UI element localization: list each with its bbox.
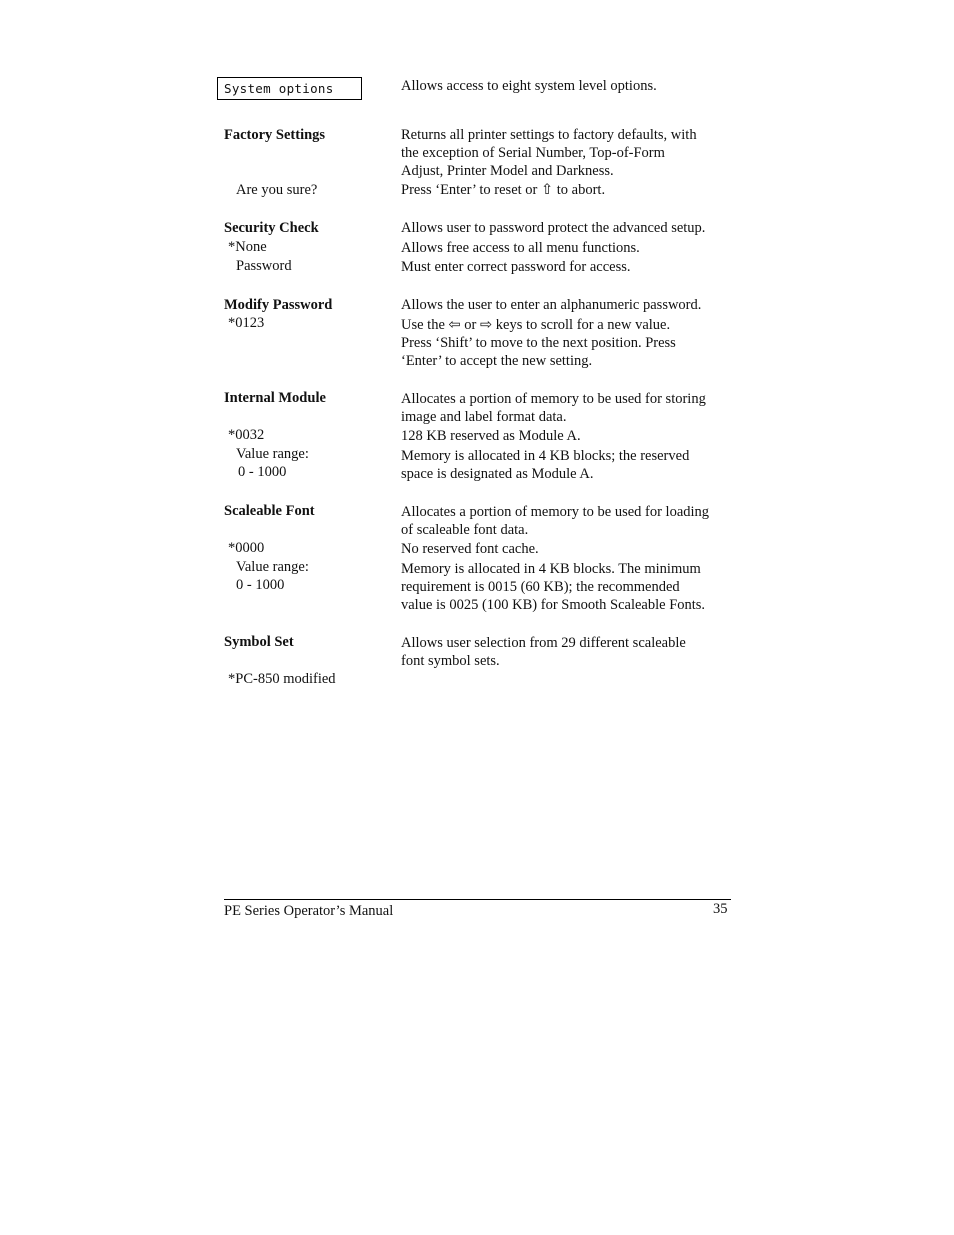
modify-password-heading: Modify Password xyxy=(224,297,333,313)
internal-value-desc: 128 KB reserved as Module A. xyxy=(401,428,581,444)
scaleable-range-desc-line: Memory is allocated in 4 KB blocks. The minimum xyxy=(401,561,701,577)
scaleable-range-value: 0 - 1000 xyxy=(236,577,285,593)
scaleable-range-desc-line: value is 0025 (100 KB) for Smooth Scaleable Fonts. xyxy=(401,597,706,613)
security-desc: Allows user to password protect the advanced setup. xyxy=(401,220,706,236)
internal-module-heading: Internal Module xyxy=(224,390,326,406)
scaleable-range-label: Value range: xyxy=(236,559,309,575)
scaleable-desc-line: Allocates a portion of memory to be used for loading xyxy=(401,504,710,520)
security-option-none-desc: Allows free access to all menu functions. xyxy=(401,240,640,256)
internal-default-value: *0032 xyxy=(228,427,265,443)
page-number: 35 xyxy=(713,901,728,917)
security-check-heading: Security Check xyxy=(224,220,319,236)
confirm-desc: Press ‘Enter’ to reset or ⇧ to abort. xyxy=(401,182,606,198)
scaleable-value-desc: No reserved font cache. xyxy=(401,541,539,557)
symbol-set-heading: Symbol Set xyxy=(224,634,294,650)
modify-desc-line: Press ‘Shift’ to move to the next position. Press xyxy=(401,335,676,351)
modify-default-value: *0123 xyxy=(228,315,265,331)
internal-desc-line: Allocates a portion of memory to be used for storing xyxy=(401,391,706,407)
modify-desc-line: Use the ⇦ or ⇨ keys to scroll for a new value. xyxy=(401,317,671,333)
factory-desc-line: Adjust, Printer Model and Darkness. xyxy=(401,163,614,179)
symbol-desc-line: font symbol sets. xyxy=(401,653,500,669)
confirm-label: Are you sure? xyxy=(236,182,318,198)
modify-desc: Allows the user to enter an alphanumeric password. xyxy=(401,297,702,313)
internal-desc-line: image and label format data. xyxy=(401,409,567,425)
scaleable-default-value: *0000 xyxy=(228,540,265,556)
factory-settings-heading: Factory Settings xyxy=(224,127,326,143)
factory-desc-line: the exception of Serial Number, Top-of-Form xyxy=(401,145,665,161)
factory-desc-line: Returns all printer settings to factory defaults, with xyxy=(401,127,697,143)
symbol-default-value: *PC-850 modified xyxy=(228,671,336,687)
internal-range-label: Value range: xyxy=(236,446,309,462)
security-option-password-desc: Must enter correct password for access. xyxy=(401,259,631,275)
internal-range-desc-line: space is designated as Module A. xyxy=(401,466,594,482)
footer-rule xyxy=(224,899,731,900)
internal-range-value: 0 - 1000 xyxy=(238,464,287,480)
intro-text: Allows access to eight system level options. xyxy=(401,78,657,94)
security-option-password: Password xyxy=(236,258,292,274)
internal-range-desc-line: Memory is allocated in 4 KB blocks; the reserved xyxy=(401,448,690,464)
lcd-menu-label: System options xyxy=(217,77,362,100)
scaleable-font-heading: Scaleable Font xyxy=(224,503,315,519)
security-option-none: *None xyxy=(228,239,267,255)
scaleable-desc-line: of scaleable font data. xyxy=(401,522,529,538)
footer-title: PE Series Operator’s Manual xyxy=(224,903,394,919)
scaleable-range-desc-line: requirement is 0015 (60 KB); the recommended xyxy=(401,579,680,595)
modify-desc-line: ‘Enter’ to accept the new setting. xyxy=(401,353,593,369)
symbol-desc-line: Allows user selection from 29 different scaleable xyxy=(401,635,686,651)
